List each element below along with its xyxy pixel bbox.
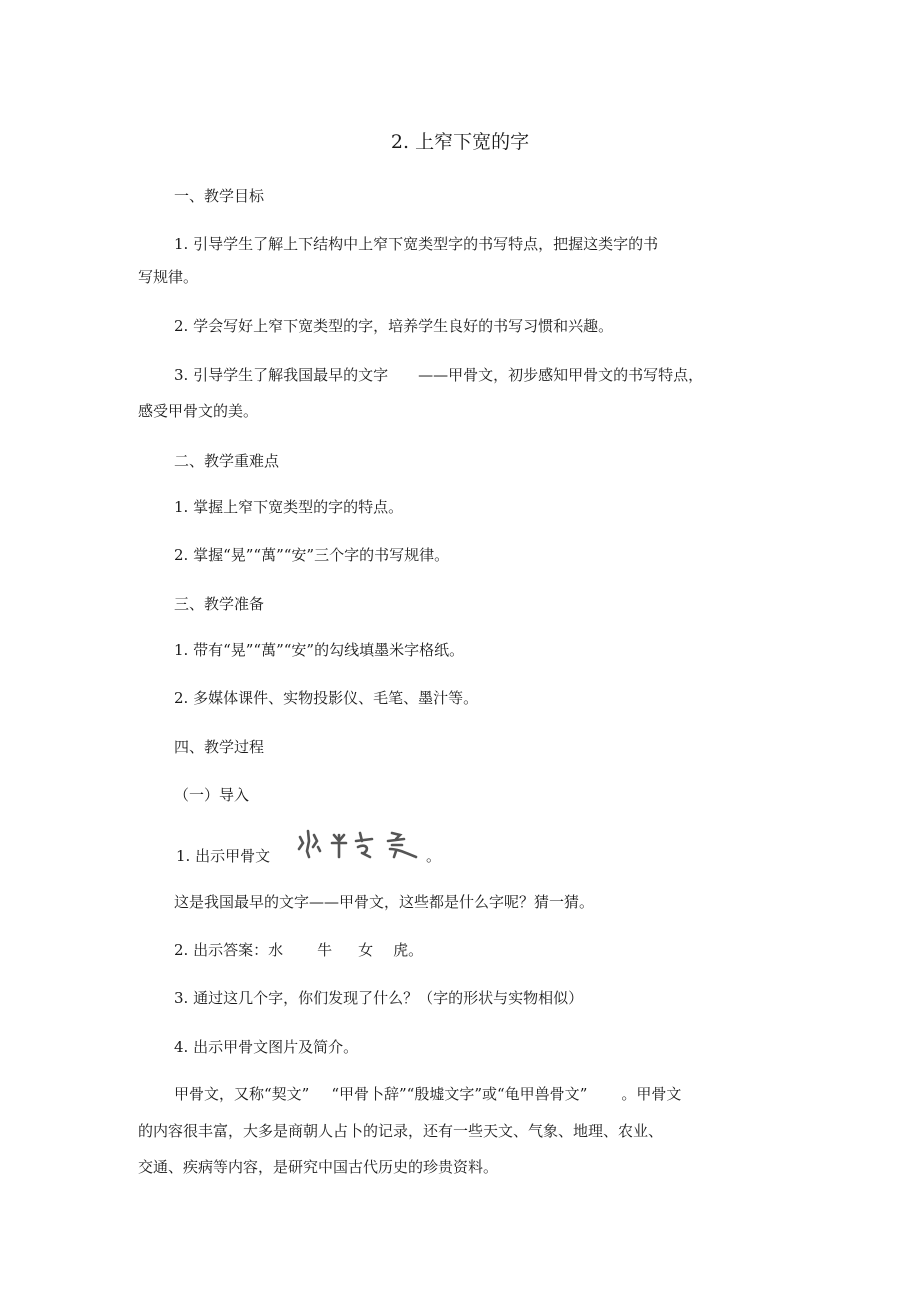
section-heading-key-points: 二、教学重难点 [174, 452, 280, 470]
goal-1-line-1: 1. 引导学生了解上下结构中上窄下宽类型字的书写特点，把握这类字的书 [174, 235, 659, 253]
key-point-2: 2. 掌握“晃”“萬”“安”三个字的书写规律。 [174, 546, 450, 564]
section-heading-process: 四、教学过程 [174, 738, 265, 756]
intro-step-3: 3. 通过这几个字，你们发现了什么？（字的形状与实物相似） [174, 989, 584, 1007]
answer-label: 2. 出示答案：水 [174, 941, 284, 959]
intro-step-1-label: 1. 出示甲骨文 [176, 847, 271, 865]
intro-paragraph-part-b: “甲骨卜辞”“殷墟文字”或“龟甲兽骨文” [331, 1085, 588, 1103]
goal-1-line-2: 写规律。 [138, 268, 199, 286]
intro-step-1-period: 。 [426, 847, 442, 865]
intro-paragraph-line-2: 的内容很丰富，大多是商朝人占卜的记录，还有一些天文、气象、地理、农业、 [138, 1122, 664, 1140]
oracle-bone-characters-image [296, 827, 422, 861]
goal-3-part-a: 3. 引导学生了解我国最早的文字 [174, 366, 389, 384]
goal-3-line-1 [174, 365, 703, 385]
intro-paragraph-line-3: 交通、疾病等内容，是研究中国古代历史的珍贵资料。 [138, 1158, 499, 1176]
intro-step-4: 4. 出示甲骨文图片及简介。 [174, 1038, 359, 1056]
goal-3-part-b: ——甲骨文，初步感知甲骨文的书写特点， [418, 366, 704, 384]
section-heading-prep: 三、教学准备 [174, 595, 265, 613]
answer-woman: 女 [358, 941, 374, 959]
subsection-heading-intro: （一）导入 [174, 786, 250, 804]
page-title: 2. 上窄下宽的字 [390, 131, 530, 153]
intro-step-1-text: 这是我国最早的文字——甲骨文，这些都是什么字呢？猜一猜。 [174, 893, 595, 911]
intro-step-2 [174, 940, 423, 960]
goal-3-line-2: 感受甲骨文的美。 [138, 402, 259, 420]
answer-tiger: 虎。 [393, 941, 424, 959]
answer-ox: 牛 [317, 941, 333, 959]
intro-paragraph-line-1 [174, 1084, 681, 1104]
oracle-bone-glyphs-icon [296, 827, 422, 861]
key-point-1: 1. 掌握上窄下宽类型的字的特点。 [174, 498, 404, 516]
intro-paragraph-part-c: 。甲骨文 [621, 1085, 682, 1103]
prep-item-2: 2. 多媒体课件、实物投影仪、毛笔、墨汁等。 [174, 689, 479, 707]
goal-2: 2. 学会写好上窄下宽类型的字，培养学生良好的书写习惯和兴趣。 [174, 317, 614, 335]
section-heading-goals: 一、教学目标 [174, 187, 265, 205]
intro-paragraph-part-a: 甲骨文，又称“契文” [174, 1085, 310, 1103]
prep-item-1: 1. 带有“晃”“萬”“安”的勾线填墨米字格纸。 [174, 641, 465, 659]
